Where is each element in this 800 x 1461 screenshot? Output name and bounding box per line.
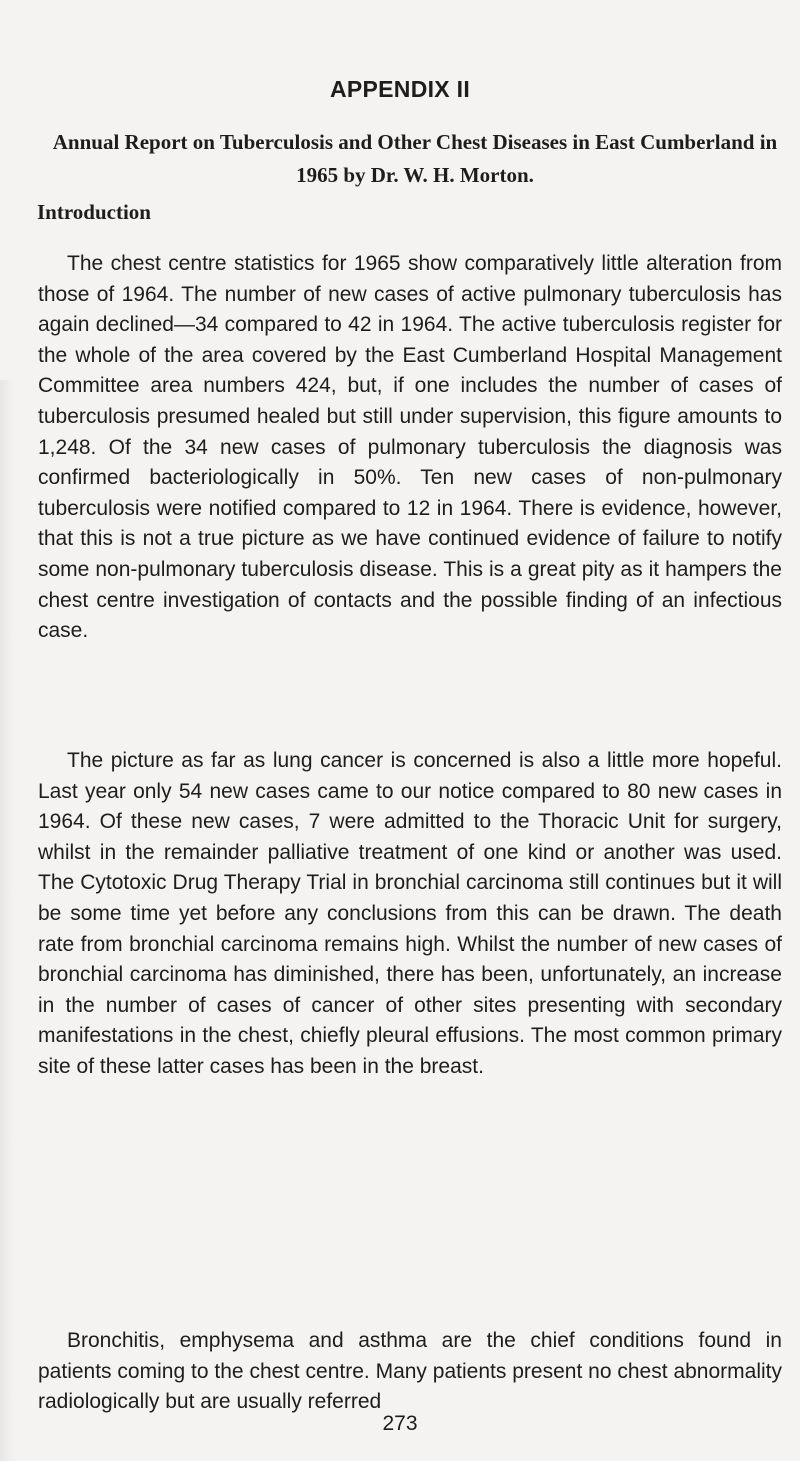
appendix-heading: APPENDIX II [329,76,471,102]
paragraph-bronchitis: Bronchitis, emphysema and asthma are the chief conditions found in patients coming to the chest centre. Many patients present no chest abnormality radiologically but are usually referred [38,1329,782,1414]
paragraph-lung-cancer: The picture as far as lung cancer is concerned is also a little more hopeful. Last year only 54 new cases came to our notice compared to 80 new cases in 1964. Of these new cases, 7 were admitted to the Thoracic Unit for surgery, whilst in the remainder palliative treatment of one kind or another was used. The Cytotoxic Drug Therapy Trial in bronchial carcinoma still continues but it will be some time yet before any conclusions from this can be drawn. The death rate from bronchial carcinoma remains high. Whilst the number of new cases of bronchial carcinoma has diminished, there has been, unfortunately, an increase in the number of cases of cancer of other sites presenting with secondary manifestations in the chest, chiefly pleural effusions. The most common primary site of these latter cases has been in the breast. [38,749,782,1078]
introduction-heading: Introduction [37,200,151,224]
paragraph-tuberculosis: The chest centre statistics for 1965 show comparatively little alteration from those of 1964. The number of new cases of active pulmonary tuberculosis has again declined—34 compared to 42 in 1964. The active tuberculosis register for the whole of the area covered by the East Cumberland Hospital Management Committee area numbers 424, but, if one includes the number of cases of tuberculosis presumed healed but still under supervision, this figure amounts to 1,248. Of the 34 new cases of pulmonary tuberculosis the diagnosis was confirmed bacteriologically in 50%. Ten new cases of non-pulmonary tuberculosis were notified compared to 12 in 1964. There is evidence, however, that this is not a true picture as we have continued evidence of failure to notify some non-pulmonary tuberculosis disease. This is a great pity as it hampers the chest centre investigation of contacts and the possible finding of an infectious case. [38,252,782,643]
binding-shadow [0,380,14,1461]
report-title: Annual Report on Tuberculosis and Other Chest Diseases in East Cumberland in 1965 by Dr. W. H. Morton. [52,130,778,187]
page-number: 273 [382,1412,418,1435]
